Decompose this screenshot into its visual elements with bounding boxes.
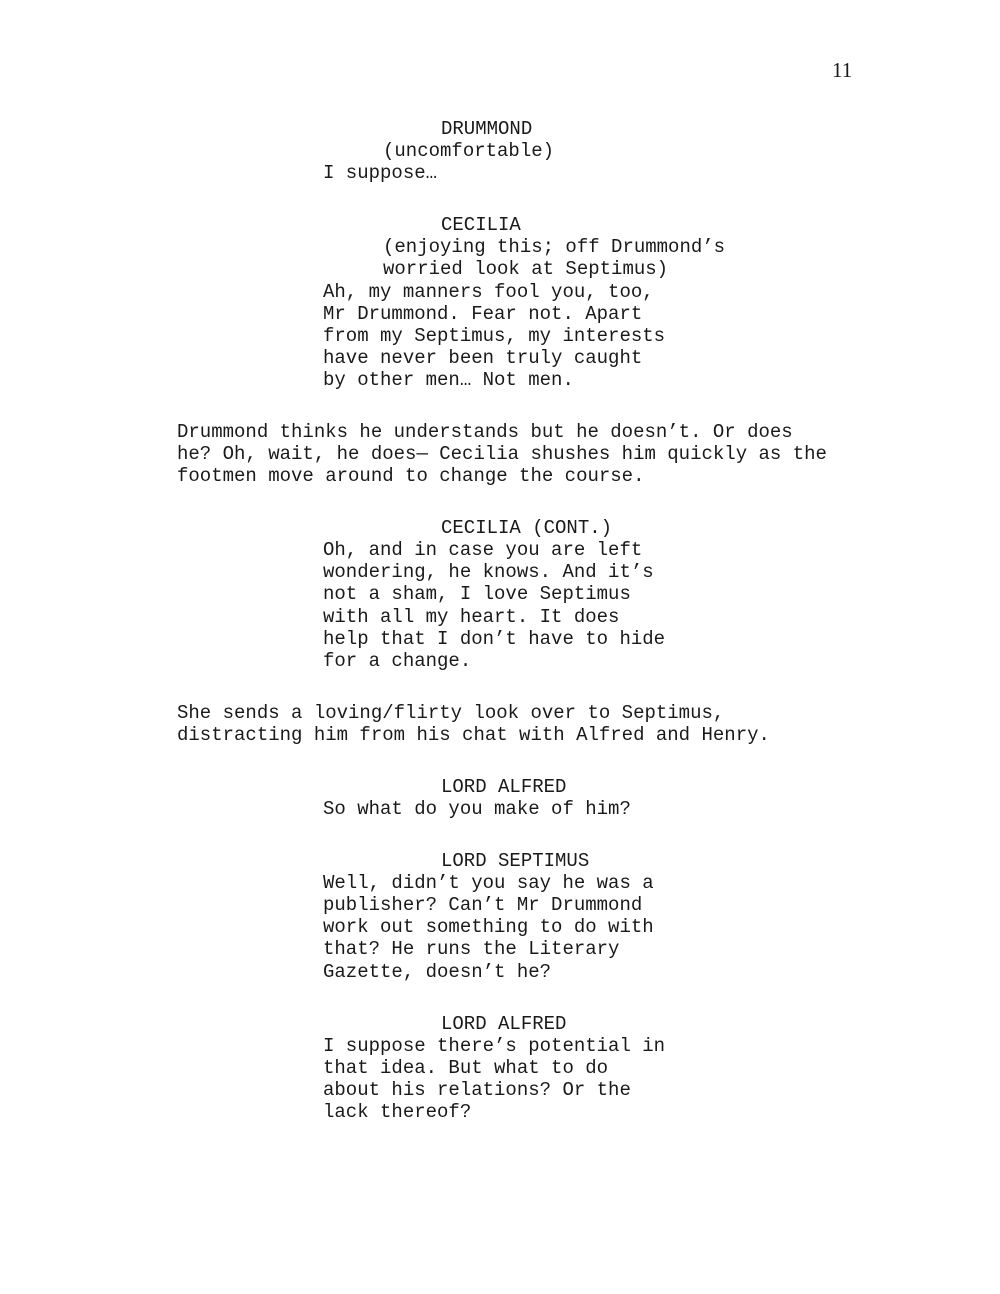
action-line: Drummond thinks he understands but he doesn’t. Or does <box>177 421 793 443</box>
dialogue-line: about his relations? Or the <box>323 1079 631 1101</box>
dialogue-line: Oh, and in case you are left <box>323 539 643 561</box>
dialogue-line: for a change. <box>323 650 472 672</box>
character-name: LORD ALFRED <box>441 1013 567 1035</box>
action-line: She sends a loving/flirty look over to Septimus, <box>177 702 725 724</box>
dialogue-line: not a sham, I love Septimus <box>323 583 631 605</box>
dialogue-line: by other men… Not men. <box>323 369 574 391</box>
character-name: DRUMMOND <box>441 118 533 140</box>
dialogue-line: that idea. But what to do <box>323 1057 609 1079</box>
dialogue-line: have never been truly caught <box>323 347 643 369</box>
dialogue-line: Gazette, doesn’t he? <box>323 961 552 983</box>
dialogue-line: I suppose there’s potential in <box>323 1035 666 1057</box>
action-line: footmen move around to change the course. <box>177 465 645 487</box>
dialogue-line: with all my heart. It does <box>323 606 620 628</box>
dialogue-line: Ah, my manners fool you, too, <box>323 281 654 303</box>
parenthetical-line: (uncomfortable) <box>383 140 555 162</box>
dialogue-line: that? He runs the Literary <box>323 938 620 960</box>
character-name: LORD ALFRED <box>441 776 567 798</box>
page-number: 11 <box>832 58 853 82</box>
character-name: CECILIA <box>441 214 521 236</box>
dialogue-line: help that I don’t have to hide <box>323 628 666 650</box>
parenthetical-line: (enjoying this; off Drummond’s <box>383 236 726 258</box>
dialogue-line: wondering, he knows. And it’s <box>323 561 654 583</box>
parenthetical-line: worried look at Septimus) <box>383 258 669 280</box>
dialogue-line: work out something to do with <box>323 916 654 938</box>
dialogue-line: publisher? Can’t Mr Drummond <box>323 894 643 916</box>
dialogue-line: lack thereof? <box>323 1101 472 1123</box>
character-name: CECILIA (CONT.) <box>441 517 613 539</box>
character-name: LORD SEPTIMUS <box>441 850 590 872</box>
dialogue-line: I suppose… <box>323 162 438 184</box>
action-line: he? Oh, wait, he does— Cecilia shushes him quickly as the <box>177 443 827 465</box>
dialogue-line: from my Septimus, my interests <box>323 325 666 347</box>
action-line: distracting him from his chat with Alfred and Henry. <box>177 724 770 746</box>
dialogue-line: Well, didn’t you say he was a <box>323 872 654 894</box>
dialogue-line: So what do you make of him? <box>323 798 631 820</box>
dialogue-line: Mr Drummond. Fear not. Apart <box>323 303 643 325</box>
